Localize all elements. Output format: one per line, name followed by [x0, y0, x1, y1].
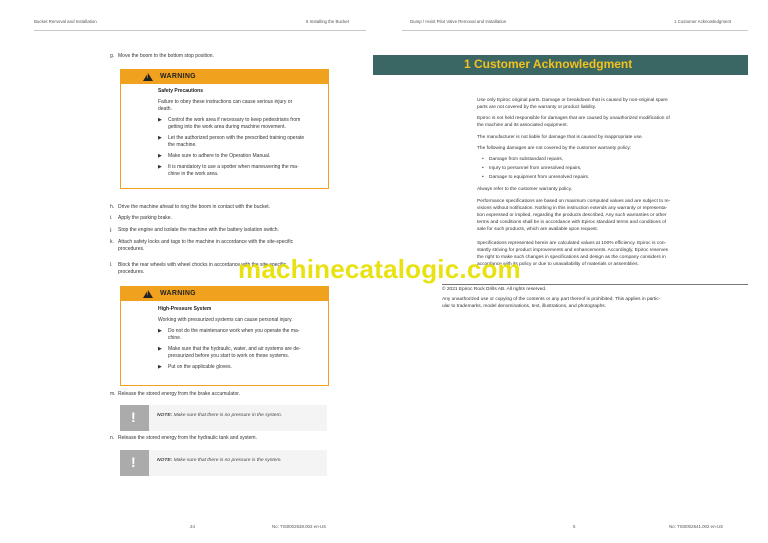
exclamation-icon: ! — [131, 454, 136, 470]
note-box — [120, 450, 327, 476]
arrow-bullet-icon: ▶ — [158, 164, 162, 170]
warning-title: WARNING — [160, 290, 196, 297]
warning-intro-line: death. — [158, 106, 172, 112]
arrow-bullet-icon: ▶ — [158, 328, 162, 334]
left-header-chapter: Bucket Removal and Installation — [34, 19, 97, 24]
warning-header: ! WARNING — [121, 70, 328, 84]
watermark: machinecatalogic.com — [238, 254, 521, 284]
title-banner — [373, 55, 748, 75]
arrow-bullet-icon: ▶ — [158, 364, 162, 370]
paragraph: Always refer to the customer warranty policy. — [477, 187, 573, 192]
paragraph: Specifications represented herein are calculated values at 100% efficiency. Epiroc is con- — [477, 241, 667, 246]
left-doc-number: No: TIS0002638.002 en-US — [272, 524, 327, 529]
note-label: NOTE: — [157, 413, 173, 418]
paragraph: Performance specifications are based on maximum computed values and are subject to re- — [477, 199, 671, 204]
left-header-section: 6 Installing the Bucket — [306, 19, 349, 24]
warning-title: WARNING — [160, 73, 196, 80]
right-header-chapter: Dump / Hoist Pilot Valve Removal and Installation — [410, 19, 507, 24]
note-text: Make sure that there is no pressure in the system. — [173, 413, 283, 418]
page-title: 1 Customer Acknowledgment — [464, 57, 633, 71]
warning-intro-line: Working with pressurized systems can cause personal injury. — [158, 317, 293, 323]
paragraph: Use only Epiroc original parts. Damage or breakdown that is caused by non-original spare — [477, 98, 668, 103]
right-header-section: 1 Customer Acknowledgment — [674, 19, 732, 24]
paragraph: parts are not covered by the warranty or product liability. — [477, 105, 597, 110]
arrow-bullet-icon: ▶ — [158, 135, 162, 141]
warning-box-safety: ! WARNING Safety Precautions Failure to obey these instructions can cause serious injury or death. ▶ Control the work area if necessary to keep pedestrians from getting into the work area during machine movement. ▶ Let the authorized person with the prescribed training operate the machine. ▶ Make sure to adhere to the Operation Manual. ▶ It is mandatory to use a spotter when maneuvering the ma- chine in the work area. — [120, 69, 329, 189]
paragraph: Epiroc is not held responsible for damages that are caused by unauthorized modification of — [477, 116, 670, 121]
arrow-bullet-icon: ▶ — [158, 153, 162, 159]
left-header-rule — [34, 30, 366, 31]
right-doc-number: No: TIS0002641.002 en-US — [669, 524, 724, 529]
paragraph: The following damages are not covered by the customer warranty policy: — [477, 146, 632, 151]
note-label: NOTE: — [157, 458, 173, 463]
warning-heading: High-Pressure System — [158, 306, 212, 312]
left-page-number: 24 — [190, 524, 195, 529]
note-text: Make sure that there is no pressure is the system. — [173, 458, 282, 463]
paragraph: The manufacturer is not liable for damage that is caused by inappropriate use. — [477, 135, 643, 140]
warning-header: ! WARNING — [121, 287, 328, 301]
exclamation-icon: ! — [131, 409, 136, 425]
warning-intro-line: Failure to obey these instructions can cause serious injury or — [158, 99, 293, 105]
warning-box-pressure: ! WARNING High-Pressure System Working with pressurized systems can cause personal injury. ▶ Do not do the maintenance work when you operate the ma- chine. ▶ Make sure that the hydraulic, water, and air systems are de- pressurized before you start to work on these systems. ▶ Put on the applicable gloves. — [120, 286, 329, 386]
copyright: © 2021 Epiroc Rock Drills AB. All rights reserved. — [442, 287, 547, 292]
arrow-bullet-icon: ▶ — [158, 117, 162, 123]
warning-heading: Safety Precautions — [158, 88, 204, 94]
note-box — [120, 405, 327, 431]
paragraph: Any unauthorized use or copying of the contents or any part thereof is prohibited. This applies in partic- — [442, 297, 661, 302]
right-page-number: 5 — [573, 524, 576, 529]
right-header-rule — [402, 30, 748, 31]
arrow-bullet-icon: ▶ — [158, 346, 162, 352]
paragraph: the machine and its associated equipment. — [477, 123, 568, 128]
